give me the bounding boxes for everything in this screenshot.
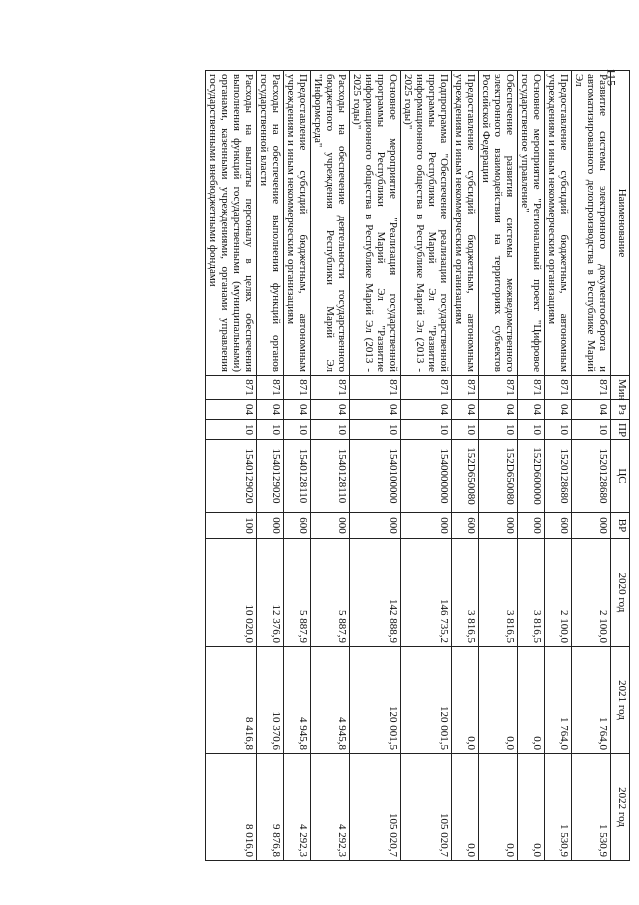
row-min: 871 — [206, 376, 257, 400]
table-row — [284, 71, 311, 861]
row-rz: 04 — [452, 400, 479, 420]
row-vr: 600 — [545, 513, 572, 539]
row-pr: 10 — [545, 420, 572, 440]
row-cs: 1540100000 — [350, 440, 401, 513]
row-2022: 8 016,0 — [206, 754, 257, 861]
row-name: Развитие системы электронного документооборота и автоматизированного делопроизводства в Республике Марий Эл — [572, 71, 611, 376]
row-name: Предоставление субсидий бюджетным, автономным учреждениям и иным некоммерческим организациям — [284, 71, 311, 376]
row-2020: 5 887,9 — [284, 539, 311, 647]
row-2021: 1 764,0 — [545, 647, 572, 754]
row-pr: 10 — [572, 420, 611, 440]
row-2020: 12 376,0 — [257, 539, 284, 647]
row-vr: 600 — [284, 513, 311, 539]
row-vr: 000 — [401, 513, 452, 539]
row-pr: 10 — [401, 420, 452, 440]
row-cs: 1540128110 — [284, 440, 311, 513]
row-vr: 000 — [257, 513, 284, 539]
row-name: Предоставление субсидий бюджетным, автономным учреждениям и иным некоммерческим организациям — [545, 71, 572, 376]
row-rz: 04 — [284, 400, 311, 420]
table-row — [350, 71, 401, 861]
row-2021: 0,0 — [518, 647, 545, 754]
row-rz: 04 — [401, 400, 452, 420]
table-header-row — [611, 71, 630, 861]
header-min: Мин — [611, 376, 630, 400]
row-min: 871 — [452, 376, 479, 400]
header-year-2020: 2020 год — [611, 539, 630, 647]
table-row — [479, 71, 518, 861]
row-2022: 105 020,7 — [401, 754, 452, 861]
row-rz: 04 — [311, 400, 350, 420]
row-pr: 10 — [257, 420, 284, 440]
row-cs: 152D650080 — [479, 440, 518, 513]
row-vr: 000 — [572, 513, 611, 539]
row-name: Основное мероприятие "Реализация государственной программы Республики Марий Эл "Развитие информационного общества в Республике Марий Эл (2013 - 2025 годы)" — [350, 71, 401, 376]
row-2021: 4 945,8 — [311, 647, 350, 754]
row-2020: 10 020,0 — [206, 539, 257, 647]
row-name: Подпрограмма "Обеспечение реализации государственной программы Республики Марий Эл "Развитие информационного общества в Республике Марий Эл (2013 - 2025 годы)" — [401, 71, 452, 376]
row-2021: 10 370,6 — [257, 647, 284, 754]
row-vr: 000 — [311, 513, 350, 539]
row-2022: 0,0 — [518, 754, 545, 861]
budget-table — [205, 70, 630, 861]
table-row — [311, 71, 350, 861]
row-2021: 0,0 — [479, 647, 518, 754]
row-cs: 1540000000 — [401, 440, 452, 513]
row-2022: 1 530,9 — [572, 754, 611, 861]
row-2020: 3 816,5 — [452, 539, 479, 647]
row-2022: 1 530,9 — [545, 754, 572, 861]
table-row — [452, 71, 479, 861]
table-row — [257, 71, 284, 861]
row-pr: 10 — [452, 420, 479, 440]
row-vr: 000 — [518, 513, 545, 539]
table-row — [518, 71, 545, 861]
row-min: 871 — [545, 376, 572, 400]
row-cs: 152D650080 — [452, 440, 479, 513]
row-2022: 9 876,8 — [257, 754, 284, 861]
row-2021: 1 764,0 — [572, 647, 611, 754]
row-name: Обеспечение развития системы межведомственного электронного взаимодействия на территориях субъектов Российской Федерации — [479, 71, 518, 376]
row-cs: 1540129020 — [206, 440, 257, 513]
table-row — [545, 71, 572, 861]
row-rz: 04 — [518, 400, 545, 420]
row-min: 871 — [284, 376, 311, 400]
header-cs: ЦС — [611, 440, 630, 513]
row-cs: 1520128680 — [572, 440, 611, 513]
row-pr: 10 — [518, 420, 545, 440]
row-pr: 10 — [284, 420, 311, 440]
header-vr: ВР — [611, 513, 630, 539]
header-name: Наименование — [611, 71, 630, 376]
row-2020: 3 816,5 — [518, 539, 545, 647]
row-2020: 3 816,5 — [479, 539, 518, 647]
row-vr: 000 — [350, 513, 401, 539]
row-vr: 100 — [206, 513, 257, 539]
header-rz: Рз — [611, 400, 630, 420]
header-pr: ПР — [611, 420, 630, 440]
header-year-2022: 2022 год — [611, 754, 630, 861]
row-name: Расходы на обеспечение деятельности государственного бюджетного учреждения Республики Марий Эл "Информсреда" — [311, 71, 350, 376]
row-cs: 1520128680 — [545, 440, 572, 513]
row-rz: 04 — [479, 400, 518, 420]
row-2021: 120 001,5 — [401, 647, 452, 754]
row-rz: 04 — [206, 400, 257, 420]
table-row — [206, 71, 257, 861]
row-min: 871 — [311, 376, 350, 400]
row-cs: 1540129020 — [257, 440, 284, 513]
row-min: 871 — [479, 376, 518, 400]
row-rz: 04 — [257, 400, 284, 420]
row-min: 871 — [350, 376, 401, 400]
row-name: Основное мероприятие "Региональный проект "Цифровое государственное управление" — [518, 71, 545, 376]
row-2020: 5 887,9 — [311, 539, 350, 647]
header-year-2021: 2021 год — [611, 647, 630, 754]
row-2020: 2 100,0 — [545, 539, 572, 647]
row-name: Расходы на выплаты персоналу в целях обеспечения выполнения функций государственными (муниципальными) органами, казенными учреждениями, органами управления государственными внебюджетными фондами — [206, 71, 257, 376]
row-2020: 142 888,9 — [350, 539, 401, 647]
row-name: Расходы на обеспечение выполнения функций органов государственной власти — [257, 71, 284, 376]
page-number: 115 — [605, 68, 619, 86]
row-cs: 1540128110 — [311, 440, 350, 513]
table-row — [401, 71, 452, 861]
row-2022: 4 292,3 — [311, 754, 350, 861]
row-min: 871 — [401, 376, 452, 400]
row-vr: 000 — [479, 513, 518, 539]
row-min: 871 — [257, 376, 284, 400]
row-2022: 0,0 — [452, 754, 479, 861]
row-2022: 105 020,7 — [350, 754, 401, 861]
row-min: 871 — [572, 376, 611, 400]
rotated-page-content — [70, 70, 630, 860]
row-pr: 10 — [350, 420, 401, 440]
row-2022: 0,0 — [479, 754, 518, 861]
table-row — [572, 71, 611, 861]
row-cs: 152D600000 — [518, 440, 545, 513]
row-pr: 10 — [479, 420, 518, 440]
row-rz: 04 — [572, 400, 611, 420]
row-rz: 04 — [545, 400, 572, 420]
row-pr: 10 — [206, 420, 257, 440]
row-min: 871 — [518, 376, 545, 400]
row-rz: 04 — [350, 400, 401, 420]
row-pr: 10 — [311, 420, 350, 440]
row-vr: 600 — [452, 513, 479, 539]
row-2021: 4 945,8 — [284, 647, 311, 754]
row-2021: 120 001,5 — [350, 647, 401, 754]
row-2020: 146 735,2 — [401, 539, 452, 647]
row-name: Предоставление субсидий бюджетным, автономным учреждениям и иным некоммерческим организациям — [452, 71, 479, 376]
row-2020: 2 100,0 — [572, 539, 611, 647]
row-2021: 8 416,8 — [206, 647, 257, 754]
row-2022: 4 292,3 — [284, 754, 311, 861]
row-2021: 0,0 — [452, 647, 479, 754]
